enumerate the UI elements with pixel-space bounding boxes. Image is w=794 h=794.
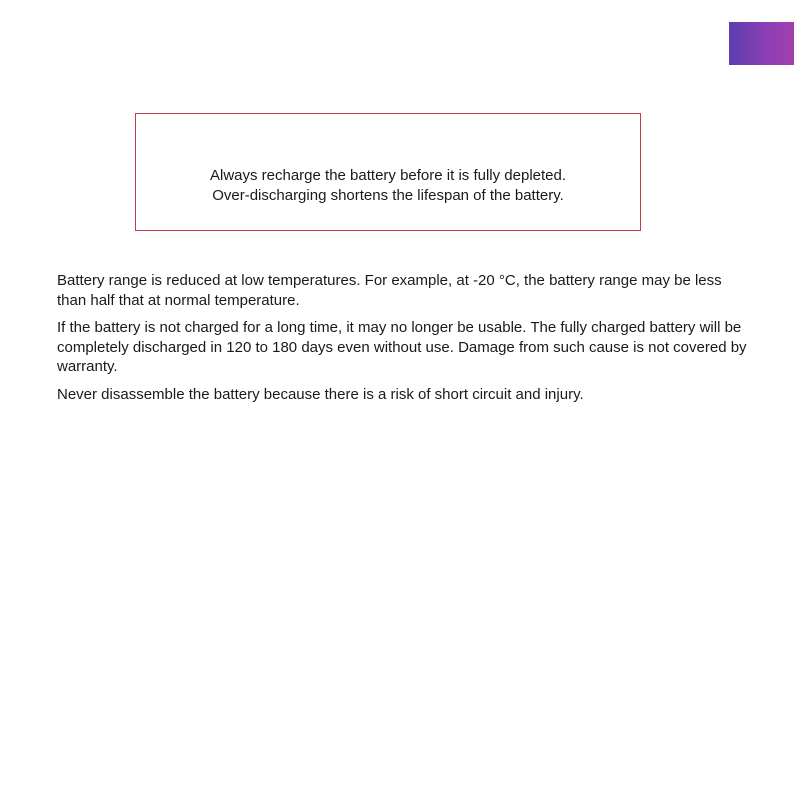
section-tab-marker (729, 22, 794, 65)
paragraph-disassemble: Never disassemble the battery because there is a risk of short circuit and injury. (57, 385, 584, 403)
warning-line-2: Over-discharging shortens the lifespan of the battery. (212, 187, 564, 204)
body-text (57, 271, 747, 412)
paragraph-low-temperature: Battery range is reduced at low temperatures. For example, at -20 °C, the battery range may be less than half that at normal temperature. (57, 272, 722, 309)
warning-line-1: Always recharge the battery before it is fully depleted. (209, 167, 567, 184)
paragraph-long-storage: If the battery is not charged for a long time, it may no longer be usable. The fully charged battery will be completely discharged in 120 to 180 days even without use. Damage from such cause is not covered by warranty. (57, 319, 747, 375)
warning-box (135, 113, 641, 231)
